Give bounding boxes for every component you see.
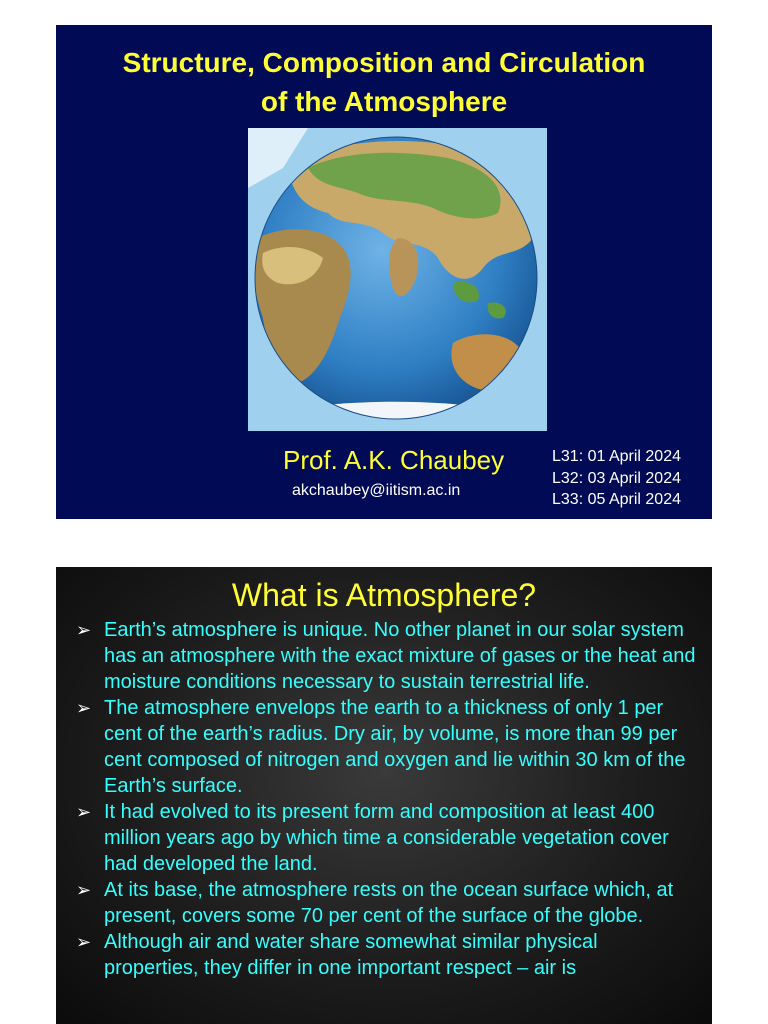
globe-image (248, 128, 547, 431)
content-slide (56, 567, 712, 1024)
list-item (76, 799, 696, 877)
title-slide (56, 25, 712, 519)
lecture-dates (552, 446, 681, 511)
arrow-bullet-icon: ➢ (76, 620, 92, 640)
bullet-text: Although air and water share somewhat similar physical properties, they differ in one important respect – air is (104, 931, 598, 979)
bullet-text: It had evolved to its present form and composition at least 400 million years ago by which time a considerable vegetation cover had developed the land. (104, 801, 669, 875)
arrow-bullet-icon: ➢ (76, 880, 92, 900)
arrow-bullet-icon: ➢ (76, 802, 92, 822)
slide-heading: What is Atmosphere? (231, 577, 537, 613)
slide-title-line1: Structure, Composition and Circulation (122, 47, 646, 78)
slide-title (56, 43, 712, 121)
lecture-date-1: L31: 01 April 2024 (552, 448, 681, 465)
author-name: Prof. A.K. Chaubey (283, 445, 505, 475)
slide-title-line2: of the Atmosphere (260, 86, 508, 117)
bullet-text: The atmosphere envelops the earth to a thickness of only 1 per cent of the earth’s radius. Dry air, by volume, is more than 99 per cent composed of nitrogen and oxygen and lie within 30 km of the Earth’s surface. (104, 697, 686, 797)
list-item (76, 929, 696, 981)
bullet-list (76, 617, 696, 981)
arrow-bullet-icon: ➢ (76, 932, 92, 952)
lecture-date-2: L32: 03 April 2024 (552, 469, 681, 487)
bullet-text: Earth’s atmosphere is unique. No other planet in our solar system has an atmosphere with the exact mixture of gases or the heat and moisture conditions necessary to sustain terrestrial life. (104, 619, 696, 693)
author-email: akchaubey@iitism.ac.in (292, 482, 461, 499)
list-item (76, 617, 696, 695)
list-item (76, 695, 696, 799)
arrow-bullet-icon: ➢ (76, 698, 92, 718)
lecture-date-3: L33: 05 April 2024 (552, 491, 681, 508)
list-item (76, 877, 696, 929)
bullet-text: At its base, the atmosphere rests on the ocean surface which, at present, covers some 70 per cent of the surface of the globe. (104, 879, 674, 927)
